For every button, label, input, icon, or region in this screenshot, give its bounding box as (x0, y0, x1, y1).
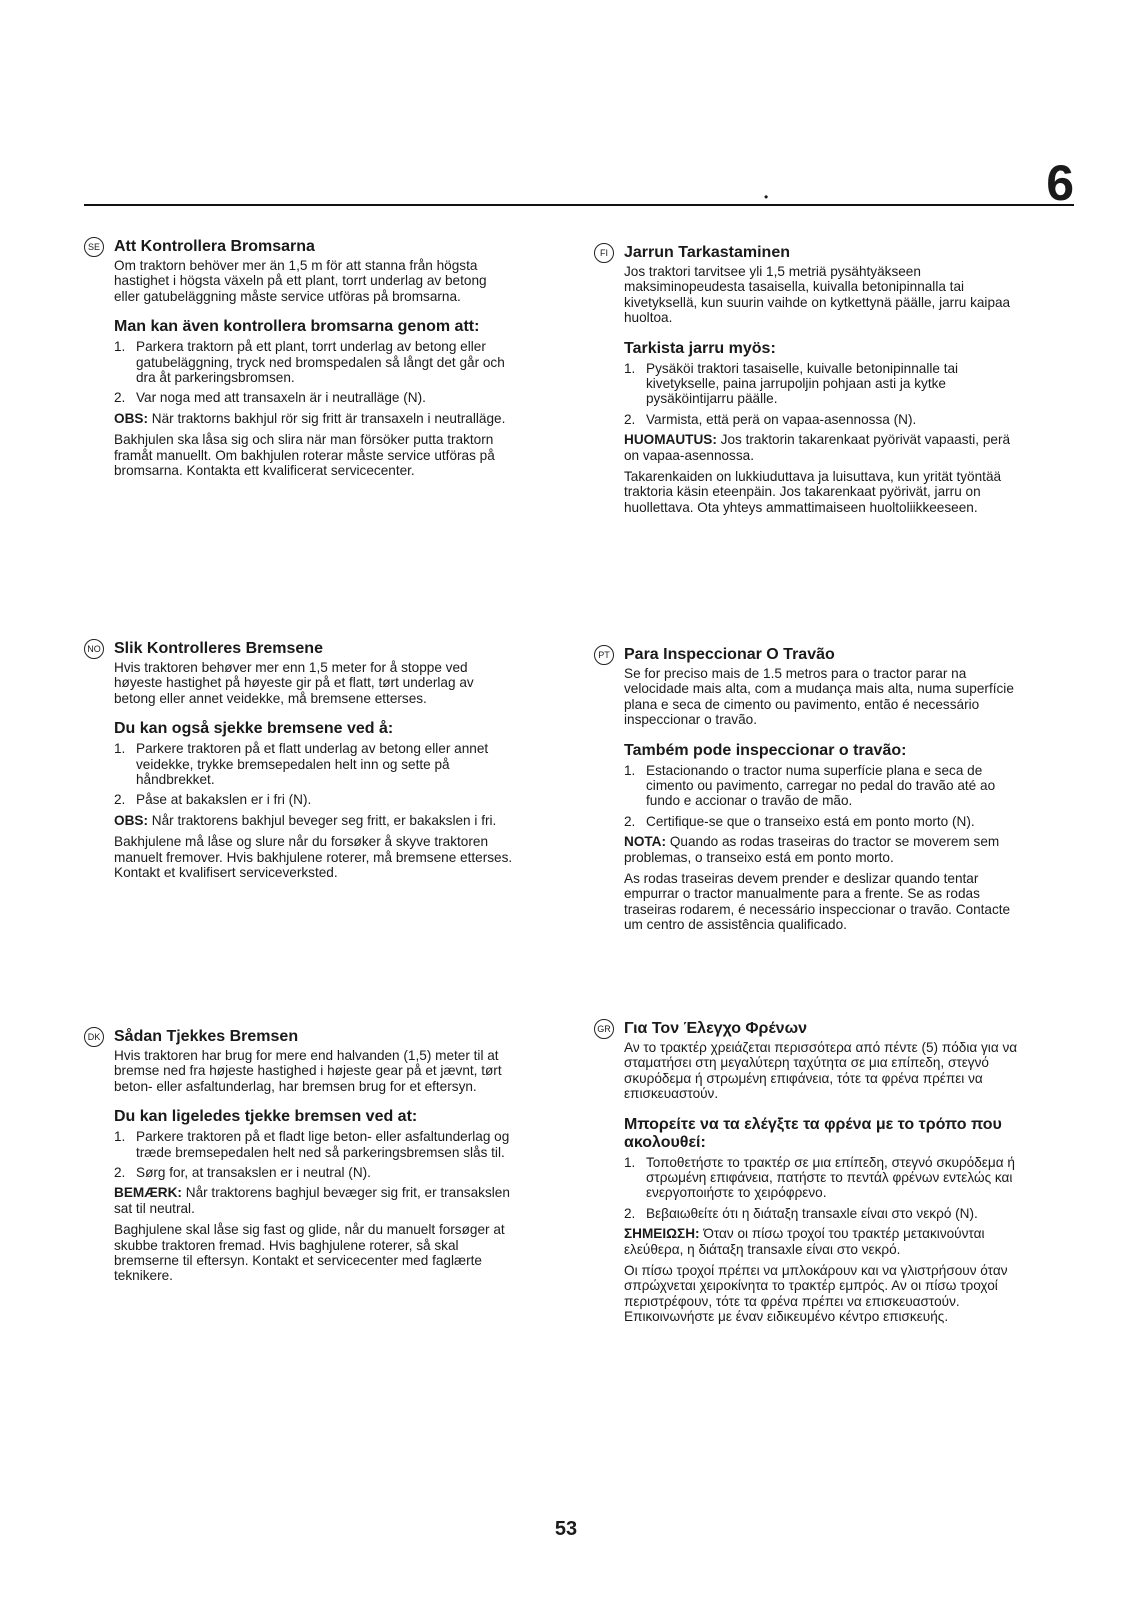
note-text: Όταν οι πίσω τροχοί του τρακτέρ μετακινούνται ελεύθερα, η διάταξη transaxle είναι στο νεκρό. (624, 1226, 985, 1257)
section-title: Slik Kontrolleres Bremsene (114, 640, 323, 657)
step-text: Parkere traktoren på et flatt underlag av betong eller annet veidekke, trykke bremsepedalen helt inn og sette på håndbrekket. (136, 741, 489, 788)
step-item (114, 1129, 514, 1160)
note-label: NOTA: (624, 834, 667, 850)
section-title: Sådan Tjekkes Bremsen (114, 1028, 299, 1045)
closing-text: Baghjulene skal låse sig fast og glide, når du manuelt forsøger at skubbe traktoren fremad. Hvis baghjulene roterer, så skal bremserne til eftersyn. Kontakt et servicecenter med faglærte teknikere. (114, 1222, 505, 1284)
closing-text: Takarenkaiden on lukkiuduttava ja luisuttava, kun yrität työntää traktoria käsin eteenpäin. Jos takarenkaat pyörivät, jarru on huollettava. Ota yhteys ammattimaiseen huoltoliikkeeseen. (624, 469, 1002, 515)
note-label: HUOMAUTUS: (624, 432, 717, 448)
header-mark: • (764, 190, 769, 204)
intro-text: Αν το τρακτέρ χρειάζεται περισσότερα από πέντε (5) πόδια για να σταματήσει στη μεγαλύτερη ταχύτητα σε μια επίπεδη, στεγνό σκυρόδεμα ή στρωμένη επιφάνεια, τότε τα φρένα πρέπει να επισκευαστούν. (624, 1040, 1018, 1102)
closing-text: Bakhjulen ska låsa sig och slira när man försöker putta traktorn framåt manuellt. Om bakhjulen roterar måste service utföras på bromsarna. Kontakta ett kvalificerat servicecenter. (114, 432, 495, 479)
closing-text: As rodas traseiras devem prender e deslizar quando tentar empurrar o tractor manualmente para a frente. Se as rodas traseiras rodarem, é necessário inspeccionar o travão. Contacte um centro de assistência qualificado. (624, 871, 1011, 933)
section-title: Para Inspeccionar O Travão (624, 646, 835, 663)
step-item (624, 1155, 1024, 1201)
step-item (624, 763, 1024, 809)
step-item (114, 792, 514, 807)
step-number: 1. (624, 1154, 636, 1170)
step-text: Parkera traktorn på ett plant, torrt underlag av betong eller gatubeläggning, tryck ned bromspedalen så långt det går och dra åt parkeringsbromsen. (136, 339, 505, 386)
section-no (84, 640, 514, 886)
step-text: Sørg for, at transakslen er i neutral (N). (136, 1165, 371, 1181)
step-number: 2. (624, 813, 636, 829)
note-text: Når traktorens baghjul bevæger sig frit, er transakslen sat til neutral. (114, 1185, 510, 1216)
note (114, 1185, 514, 1216)
note (624, 834, 1024, 865)
subtitle: Μπορείτε να τα ελέγξτε τα φρένα με το τρόπο που ακολουθεί: (624, 1115, 1002, 1151)
language-badge-pt: PT (594, 645, 614, 665)
note-text: Quando as rodas traseiras do tractor se moverem sem problemas, o transeixo está em ponto morto. (624, 834, 1000, 865)
step-text: Estacionando o tractor numa superfície plana e seca de cimento ou pavimento, carregar no pedal do travão até ao fundo e accionar o travão de mão. (646, 762, 996, 809)
step-text: Var noga med att transaxeln är i neutralläge (N). (136, 390, 426, 406)
step-text: Τοποθετήστε το τρακτέρ σε μια επίπεδη, στεγνό σκυρόδεμα ή στρωμένη επιφάνεια, πατήστε το πεντάλ φρένων εντελώς και ενεργοποιήστε το χειρόφρενο. (646, 1154, 1015, 1201)
step-item (624, 814, 1024, 829)
step-text: Certifique-se que o transeixo está em ponto morto (N). (646, 813, 975, 829)
header-rule (84, 204, 1074, 206)
section-title: Att Kontrollera Bromsarna (114, 238, 315, 255)
subtitle: Du kan ligeledes tjekke bremsen ved at: (114, 1108, 418, 1126)
step-number: 1. (624, 762, 636, 778)
step-item (624, 412, 1024, 427)
step-item (114, 1165, 514, 1180)
language-badge-no: NO (84, 639, 104, 659)
note-text: När traktorns bakhjul rör sig fritt är transaxeln i neutralläge. (151, 410, 506, 426)
step-number: 2. (624, 411, 636, 427)
intro-text: Hvis traktoren har brug for mere end halvanden (1,5) meter til at bremse ned fra højeste hastighed i højeste gear på et jævnt, tørt beton- eller asfaltunderlag, har bremsen brug for et eftersyn. (114, 1048, 502, 1094)
step-text: Parkere traktoren på et fladt lige beton- eller asfaltunderlag og træde bremsepedalen helt ned så parkeringsbremsen slås til. (136, 1129, 510, 1160)
language-badge-gr: GR (594, 1019, 614, 1039)
step-text: Varmista, että perä on vapaa-asennossa (N). (646, 411, 917, 427)
section-gr (594, 1020, 1024, 1331)
note (624, 432, 1024, 463)
intro-text: Se for preciso mais de 1.5 metros para o tractor parar na velocidade mais alta, com a mudança mais alta, numa superfície plana e seca de cimento ou pavimento, então é necessário inspeccionar o travão. (624, 666, 1014, 728)
step-text: Påse at bakakslen er i fri (N). (136, 792, 312, 808)
step-number: 1. (114, 741, 126, 757)
section-title: Για Τον Έλεγχο Φρένων (624, 1020, 807, 1037)
intro-text: Om traktorn behöver mer än 1,5 m för att stanna från högsta hastighet i högsta växeln på ett plant, torrt underlag av betong eller gatubeläggning måste service utföras på bromsarna. (114, 258, 487, 304)
language-badge-dk: DK (84, 1027, 104, 1047)
language-badge-se: SE (84, 237, 104, 257)
closing-text: Bakhjulene må låse og slure når du forsøker å skyve traktoren manuelt fremover. Hvis bakhjulene roterer, må bremsene etterses. Kontakt et kvalifisert serviceverksted. (114, 834, 513, 881)
note-label: OBS: (114, 812, 148, 828)
page-number: 53 (554, 1518, 578, 1540)
step-item (114, 339, 514, 385)
subtitle: Du kan også sjekke bremsene ved å: (114, 720, 394, 738)
step-number: 2. (114, 792, 126, 808)
subtitle: Man kan även kontrollera bromsarna genom att: (114, 318, 480, 336)
intro-text: Jos traktori tarvitsee yli 1,5 metriä pysähtyäkseen maksiminopeudesta tasaisella, kuivalla betonipinnalla tai kivetyksellä, kun suurin vaihde on kytkettynä päälle, jarru kaipaa huoltoa. (624, 264, 1011, 326)
note-label: BEMÆRK: (114, 1185, 182, 1201)
step-number: 2. (114, 1165, 126, 1181)
section-dk (84, 1028, 514, 1290)
language-badge-fi: FI (594, 243, 614, 263)
intro-text: Hvis traktoren behøver mer enn 1,5 meter for å stoppe ved høyeste hastighet på høyeste gir på et flatt, tørt underlag av betong eller annet veidekke, må bremsene etterses. (114, 660, 474, 706)
step-number: 1. (624, 360, 636, 376)
step-item (624, 361, 1024, 407)
step-item (114, 741, 514, 787)
step-number: 2. (114, 390, 126, 406)
note-text: Jos traktorin takarenkaat pyörivät vapaasti, perä on vapaa-asennossa. (624, 432, 1011, 463)
closing-text: Οι πίσω τροχοί πρέπει να μπλοκάρουν και να γλιστρήσουν όταν σπρώχνεται χειροκίνητα το τρακτέρ εμπρός. Αν οι πίσω τροχοί περιστρέφουν, τότε τα φρένα πρέπει να επισκευαστούν. Επικοινωνήστε με έναν ειδικευμένο κέντρο επισκευής. (624, 1263, 1008, 1325)
subtitle: Também pode inspeccionar o travão: (624, 741, 907, 759)
note (114, 411, 514, 426)
subtitle: Tarkista jarru myös: (624, 339, 776, 357)
step-text: Pysäköi traktori tasaiselle, kuivalle betonipinnalle tai kivetykselle, paina jarrupoljin pohjaan asti ja kytke pysäköintijarru päälle. (646, 360, 959, 407)
note (114, 813, 514, 828)
step-number: 1. (114, 339, 126, 355)
step-number: 1. (114, 1129, 126, 1145)
step-text: Βεβαιωθείτε ότι η διάταξη transaxle είναι στο νεκρό (N). (646, 1205, 978, 1221)
section-fi (594, 244, 1024, 521)
step-item (624, 1206, 1024, 1221)
note-label: OBS: (114, 410, 148, 426)
section-pt (594, 646, 1024, 939)
section-title: Jarrun Tarkastaminen (624, 244, 790, 261)
note-label: ΣΗΜΕΙΩΣΗ: (624, 1226, 700, 1242)
note-text: Når traktorens bakhjul beveger seg fritt, er bakakslen i fri. (151, 812, 497, 828)
section-se (84, 238, 514, 484)
step-item (114, 390, 514, 405)
step-number: 2. (624, 1205, 636, 1221)
note (624, 1226, 1024, 1257)
chapter-number: 6 (1046, 155, 1074, 211)
